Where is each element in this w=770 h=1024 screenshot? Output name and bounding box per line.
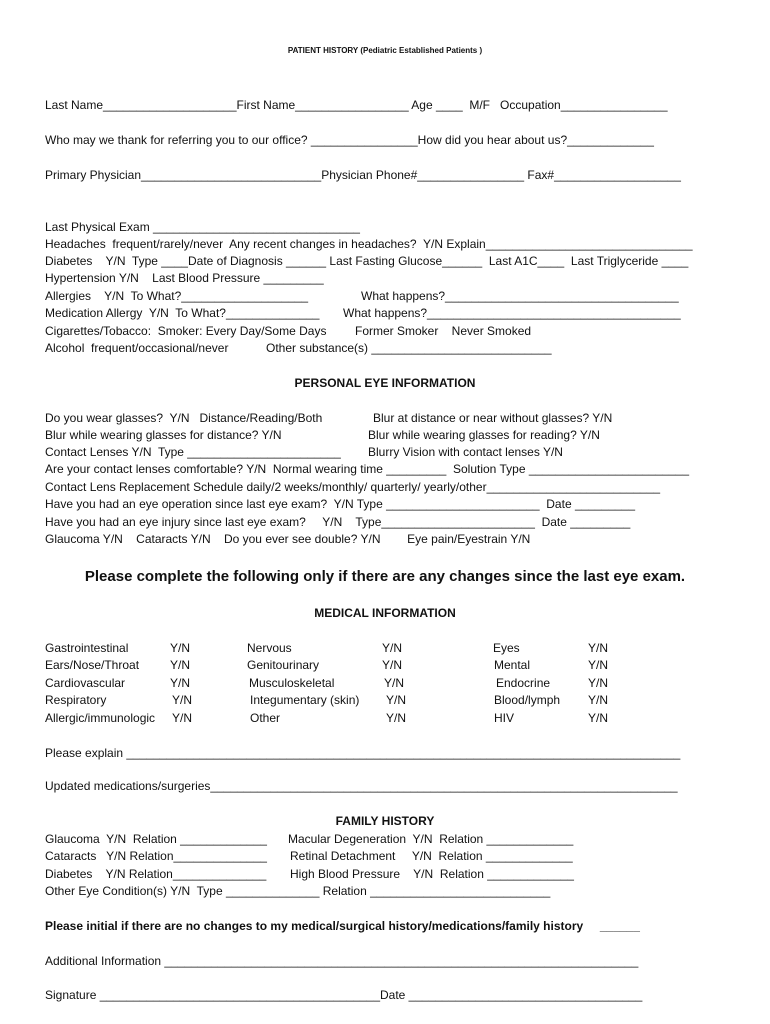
eye-injury[interactable]: Have you had an eye injury since last eye exam? Y/N Type_______________________ Date _________: [45, 515, 631, 529]
family-macular[interactable]: Macular Degeneration Y/N Relation _____________: [288, 832, 574, 846]
med-hiv: HIV: [494, 711, 515, 725]
yn-musculoskeletal[interactable]: Y/N: [384, 676, 405, 690]
yn-eyes[interactable]: Y/N: [588, 641, 609, 655]
yn-hiv[interactable]: Y/N: [588, 711, 609, 725]
yn-blood-lymph[interactable]: Y/N: [588, 693, 609, 707]
family-glaucoma[interactable]: Glaucoma Y/N Relation _____________: [45, 832, 267, 846]
yn-other[interactable]: Y/N: [386, 711, 407, 725]
med-endocrine: Endocrine: [496, 676, 551, 690]
contacts-replacement[interactable]: Contact Lens Replacement Schedule daily/2 weeks/monthly/ quarterly/ yearly/other__________________________: [45, 480, 661, 494]
blur-reading[interactable]: Blur while wearing glasses for reading? Y/N: [368, 428, 600, 442]
yn-endocrine[interactable]: Y/N: [588, 676, 609, 690]
hypertension-line[interactable]: Hypertension Y/N Last Blood Pressure _________: [45, 271, 324, 285]
initial-no-changes[interactable]: Please initial if there are no changes to my medical/surgical history/medications/family history ______: [45, 919, 640, 933]
glaucoma-cataracts-line[interactable]: Glaucoma Y/N Cataracts Y/N Do you ever see double? Y/N Eye pain/Eyestrain Y/N: [45, 532, 531, 546]
med-cardiovascular: Cardiovascular: [45, 676, 126, 690]
tobacco-line[interactable]: Cigarettes/Tobacco: Smoker: Every Day/Some Days: [45, 324, 327, 338]
yn-gastrointestinal[interactable]: Y/N: [170, 641, 191, 655]
med-allergic: Allergic/immunologic: [45, 711, 156, 725]
yn-cardiovascular[interactable]: Y/N: [170, 676, 191, 690]
tobacco-former-never[interactable]: Former Smoker Never Smoked: [355, 324, 532, 338]
contact-lenses[interactable]: Contact Lenses Y/N Type _______________________: [45, 445, 341, 459]
family-high-bp[interactable]: High Blood Pressure Y/N Relation _____________: [290, 867, 574, 881]
family-diabetes[interactable]: Diabetes Y/N Relation______________: [45, 867, 267, 881]
medication-allergy-line[interactable]: Medication Allergy Y/N To What?______________: [45, 306, 320, 320]
last-physical-exam[interactable]: Last Physical Exam _______________________________: [45, 220, 360, 234]
yn-ent[interactable]: Y/N: [170, 658, 191, 672]
header-line-referral[interactable]: Who may we thank for referring you to our office? ________________How did you hear about us?_____________: [45, 133, 654, 147]
med-nervous: Nervous: [247, 641, 292, 655]
allergies-line[interactable]: Allergies Y/N To What?___________________: [45, 289, 309, 303]
please-explain-line[interactable]: Please explain ___________________________________________________________________________________: [45, 746, 681, 760]
signature-date-line[interactable]: Signature __________________________________________Date ___________________________________: [45, 988, 643, 1002]
yn-nervous[interactable]: Y/N: [382, 641, 403, 655]
header-line-physician[interactable]: Primary Physician___________________________Physician Phone#________________ Fax#___________________: [45, 168, 681, 182]
contacts-comfort[interactable]: Are your contact lenses comfortable? Y/N Normal wearing time _________ Solution Type ________________________: [45, 462, 689, 476]
med-respiratory: Respiratory: [45, 693, 107, 707]
headaches-line[interactable]: Headaches frequent/rarely/never Any recent changes in headaches? Y/N Explain_______________________________: [45, 237, 693, 251]
glasses-question[interactable]: Do you wear glasses? Y/N Distance/Reading/Both: [45, 411, 323, 425]
yn-mental[interactable]: Y/N: [588, 658, 609, 672]
eye-operation[interactable]: Have you had an eye operation since last eye exam? Y/N Type _______________________ Date _________: [45, 497, 636, 511]
med-blood-lymph: Blood/lymph: [494, 693, 561, 707]
med-musculoskeletal: Musculoskeletal: [249, 676, 335, 690]
med-ent: Ears/Nose/Throat: [45, 658, 140, 672]
header-line-name[interactable]: Last Name____________________First Name_________________ Age ____ M/F Occupation________________: [45, 98, 668, 112]
med-mental: Mental: [494, 658, 531, 672]
med-eyes: Eyes: [493, 641, 520, 655]
form-title: PATIENT HISTORY (Pediatric Established Patients ): [287, 46, 483, 55]
updated-medications-line[interactable]: Updated medications/surgeries______________________________________________________________________: [45, 779, 678, 793]
med-gastrointestinal: Gastrointestinal: [45, 641, 129, 655]
med-genitourinary: Genitourinary: [247, 658, 320, 672]
diabetes-line[interactable]: Diabetes Y/N Type ____Date of Diagnosis ______ Last Fasting Glucose______ Last A1C____ Last Triglyceride ____: [45, 254, 689, 268]
additional-information-line[interactable]: Additional Information _______________________________________________________________________: [45, 954, 639, 968]
allergies-what-happens[interactable]: What happens?___________________________________: [361, 289, 679, 303]
yn-integumentary[interactable]: Y/N: [386, 693, 407, 707]
changes-notice: Please complete the following only if there are any changes since the last eye exam.: [84, 568, 686, 585]
alcohol-line[interactable]: Alcohol frequent/occasional/never: [45, 341, 229, 355]
yn-allergic[interactable]: Y/N: [172, 711, 193, 725]
eye-section-heading: PERSONAL EYE INFORMATION: [294, 376, 476, 390]
med-other: Other: [250, 711, 281, 725]
yn-genitourinary[interactable]: Y/N: [382, 658, 403, 672]
family-other-eye[interactable]: Other Eye Condition(s) Y/N Type ______________ Relation ___________________________: [45, 884, 551, 898]
blur-without-glasses[interactable]: Blur at distance or near without glasses? Y/N: [373, 411, 613, 425]
medical-section-heading: MEDICAL INFORMATION: [314, 606, 456, 620]
other-substance-line[interactable]: Other substance(s) ___________________________: [266, 341, 552, 355]
family-section-heading: FAMILY HISTORY: [335, 814, 435, 828]
blur-distance[interactable]: Blur while wearing glasses for distance? Y/N: [45, 428, 282, 442]
blurry-contacts[interactable]: Blurry Vision with contact lenses Y/N: [368, 445, 563, 459]
family-retinal[interactable]: Retinal Detachment Y/N Relation _____________: [290, 849, 573, 863]
med-integumentary: Integumentary (skin): [250, 693, 360, 707]
family-cataracts[interactable]: Cataracts Y/N Relation______________: [45, 849, 267, 863]
yn-respiratory[interactable]: Y/N: [172, 693, 193, 707]
medication-allergy-what-happens[interactable]: What happens?______________________________________: [343, 306, 681, 320]
